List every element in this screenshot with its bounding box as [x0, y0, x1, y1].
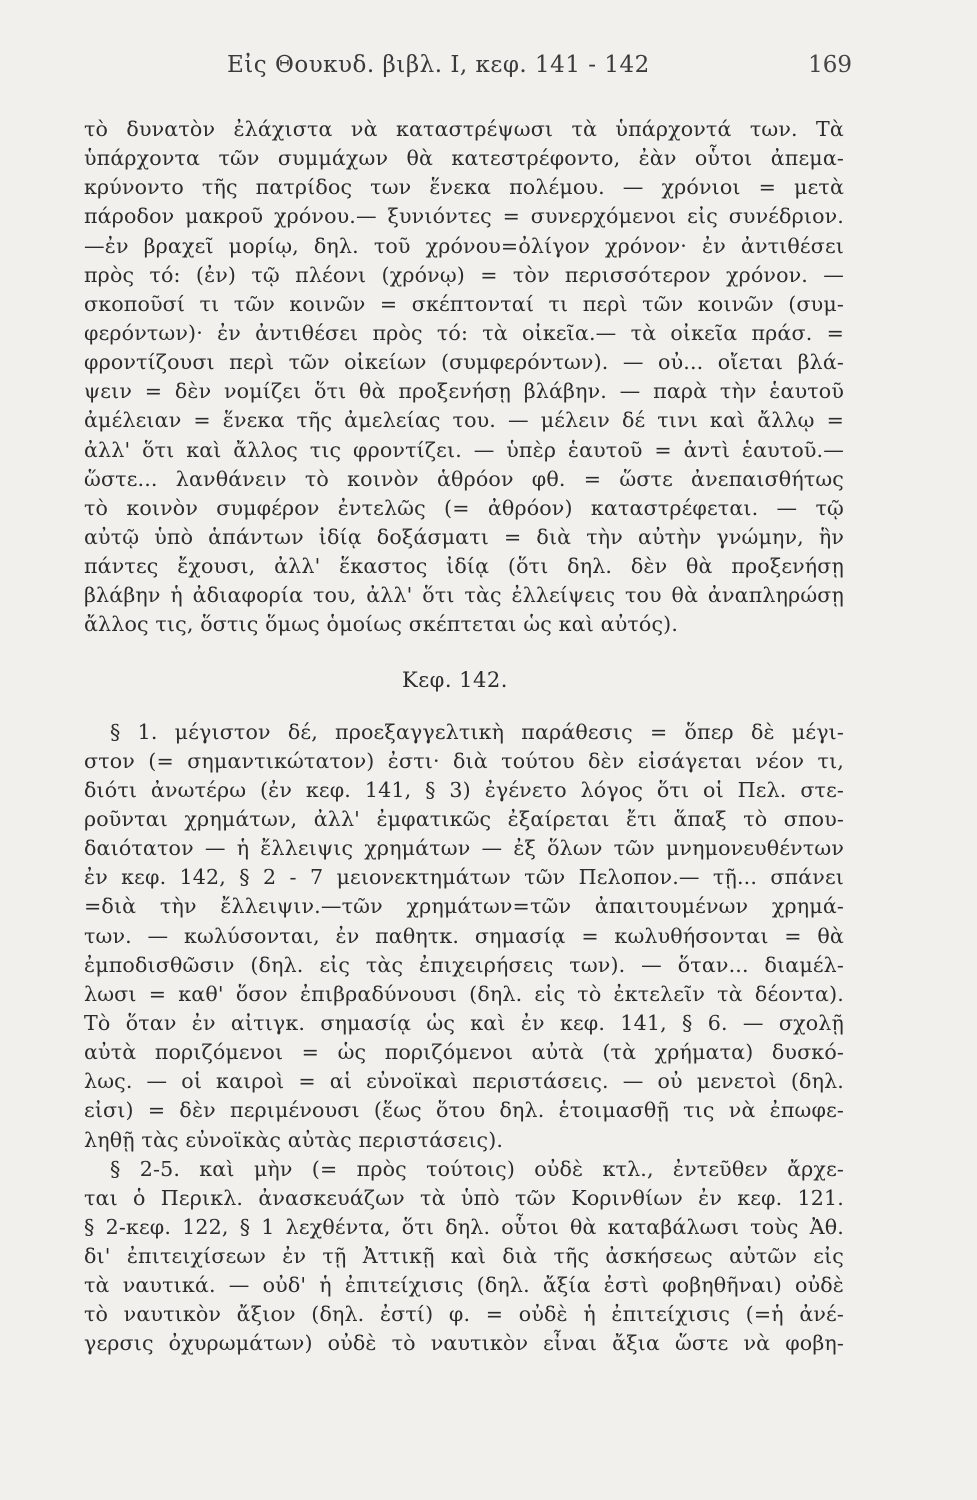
running-head-title: Εἰς Θουκυδ. βιβλ. Ι, κεφ. 141 - 142 [227, 52, 650, 78]
commentary-141-continued [84, 115, 844, 640]
text-line: =διὰ τὴν ἔλλειψιν.—τῶν χρημάτων=τῶν ἀπαιτουμένων χρημά- [84, 894, 844, 919]
text-line: § 2-5. καὶ μὴν (= πρὸς τούτοις) οὐδὲ κτλ., ἐντεῦθεν ἄρχε- [110, 1156, 844, 1181]
text-line: ἄλλος τις, ὅστις ὅμως ὁμοίως σκέπτεται ὡς καὶ αὐτός). [84, 612, 679, 637]
chapter-heading: Κεφ. 142. [402, 667, 508, 692]
text-line: λωσι = καθ' ὅσον ἐπιβραδύνουσι (δηλ. εἰς τὸ ἐκτελεῖν τὰ δέοντα). [84, 981, 844, 1006]
text-line: δι' ἐπιτειχίσεων ἐν τῇ Ἀττικῇ καὶ διὰ τῆς ἀσκήσεως αὐτῶν εἰς [84, 1244, 844, 1269]
text-line: —ἐν βραχεῖ μορίῳ, δηλ. τοῦ χρόνου=ὀλίγον χρόνον· ἐν ἀντιθέσει [84, 233, 844, 258]
text-line: διότι ἀνωτέρω (ἐν κεφ. 141, § 3) ἐγένετο λόγος ὅτι οἱ Πελ. στε- [84, 777, 844, 802]
text-line: § 2-κεφ. 122, § 1 λεχθέντα, ὅτι δηλ. οὗτοι θὰ καταβάλωσι τοὺς Ἀθ. [84, 1214, 844, 1239]
text-line: σκοποῦσί τι τῶν κοινῶν = σκέπτονταί τι περὶ τῶν κοινῶν (συμ- [84, 291, 844, 316]
text-line: αὐτῷ ὑπὸ ἁπάντων ἰδίᾳ δοξάσματι = διὰ τὴν αὐτὴν γνώμην, ἣν [84, 524, 844, 549]
text-line: στον (= σημαντικώτατον) ἐστι· διὰ τούτου δὲν εἰσάγεται νέον τι, [84, 748, 844, 773]
text-line: ἀλλ' ὅτι καὶ ἄλλος τις φροντίζει. — ὑπὲρ ἑαυτοῦ = ἀντὶ ἑαυτοῦ.— [84, 437, 844, 462]
text-line: λως. — οἱ καιροὶ = αἱ εὐνοϊκαὶ περιστάσεις. — οὐ μενετοὶ (δηλ. [84, 1069, 844, 1094]
text-line: ται ὁ Περικλ. ἀνασκευάζων τὰ ὑπὸ τῶν Κορινθίων ἐν κεφ. 121. [84, 1185, 844, 1210]
text-line: ἐμποδισθῶσιν (δηλ. εἰς τὰς ἐπιχειρήσεις των). — ὅταν... διαμέλ- [84, 952, 844, 977]
commentary-142-section-2-5 [84, 1155, 844, 1359]
running-head [0, 52, 977, 92]
text-line: γερσις ὀχυρωμάτων) οὐδὲ τὸ ναυτικὸν εἶναι ἄξια ὥστε νὰ φοβη- [84, 1331, 844, 1356]
text-line: τὰ ναυτικά. — οὐδ' ἡ ἐπιτείχισις (δηλ. ἄξία ἐστὶ φοβηθῆναι) οὐδὲ [84, 1273, 844, 1298]
text-line: ροῦνται χρημάτων, ἀλλ' ἐμφατικῶς ἐξαίρεται ἔτι ἅπαξ τὸ σπου- [84, 806, 844, 831]
text-line: κρύνοντο τῆς πατρίδος των ἕνεκα πολέμου. — χρόνιοι = μετὰ [84, 175, 844, 200]
text-line: πάντες ἔχουσι, ἀλλ' ἕκαστος ἰδίᾳ (ὅτι δηλ. δὲν θὰ προξενήσῃ [84, 554, 844, 579]
text-line: φροντίζουσι περὶ τῶν οἰκείων (συμφερόντων). — οὐ... οἴεται βλά- [84, 350, 844, 375]
text-line: δαιότατον — ἡ ἔλλειψις χρημάτων — ἐξ ὅλων τῶν μνημονευθέντων [84, 836, 844, 861]
page-number: 169 [808, 52, 852, 78]
text-line: αὐτὰ ποριζόμενοι = ὡς ποριζόμενοι αὐτὰ (τὰ χρήματα) δυσκό- [84, 1040, 844, 1065]
text-line: ὥστε... λανθάνειν τὸ κοινὸν ἁθρόον φθ. = ὥστε ἀνεπαισθήτως [84, 466, 844, 491]
text-line: τὸ ναυτικὸν ἄξιον (δηλ. ἐστί) φ. = οὐδὲ ἡ ἐπιτείχισις (=ἡ ἀνέ- [84, 1302, 844, 1327]
text-line: ἀμέλειαν = ἕνεκα τῆς ἀμελείας του. — μέλειν δέ τινι καὶ ἄλλῳ = [84, 408, 844, 433]
text-line: § 1. μέγιστον δέ, προεξαγγελτικὴ παράθεσις = ὅπερ δὲ μέγι- [110, 719, 844, 744]
text-line: τὸ κοινὸν συμφέρον ἐντελῶς (= ἀθρόον) καταστρέφεται. — τῷ [84, 495, 844, 520]
text-line: πρὸς τό: (ἐν) τῷ πλέονι (χρόνῳ) = τὸν περισσότερον χρόνον. — [84, 262, 844, 287]
text-line: φερόντων)· ἐν ἀντιθέσει πρὸς τό: τὰ οἰκεῖα.— τὰ οἰκεῖα πράσ. = [84, 320, 844, 345]
text-line: πάροδον μακροῦ χρόνου.— ξυνιόντες = συνερχόμενοι εἰς συνέδριον. [84, 204, 844, 229]
text-line: ληθῇ τὰς εὐνοϊκὰς αὐτὰς περιστάσεις). [84, 1127, 504, 1152]
text-line: ὑπάρχοντα τῶν συμμάχων θὰ κατεστρέφοντο, ἐὰν οὗτοι ἀπεμα- [84, 146, 844, 171]
text-line: ἐν κεφ. 142, § 2 - 7 μειονεκτημάτων τῶν Πελοπον.— τῇ... σπάνει [84, 865, 844, 890]
text-line: εἰσι) = δὲν περιμένουσι (ἕως ὅτου δηλ. ἑτοιμασθῇ τις νὰ ἐπωφε- [84, 1098, 844, 1123]
text-line: βλάβην ἡ ἀδιαφορία του, ἀλλ' ὅτι τὰς ἐλλείψεις του θὰ ἀναπληρώσῃ [84, 583, 844, 608]
text-line: των. — κωλύσονται, ἐν παθητκ. σημασίᾳ = κωλυθήσονται = θὰ [84, 923, 844, 948]
commentary-142-section-1 [84, 718, 844, 1155]
text-line: τὸ δυνατὸν ἐλάχιστα νὰ καταστρέψωσι τὰ ὑπάρχοντά των. Τὰ [84, 117, 844, 141]
body-text [84, 115, 844, 1359]
text-line: ψειν = δὲν νομίζει ὅτι θὰ προξενήσῃ βλάβην. — παρὰ τὴν ἑαυτοῦ [84, 379, 844, 404]
text-line: Τὸ ὅταν ἐν αἰτιγκ. σημασίᾳ ὡς καὶ ἐν κεφ. 141, § 6. — σχολῇ [84, 1010, 844, 1035]
